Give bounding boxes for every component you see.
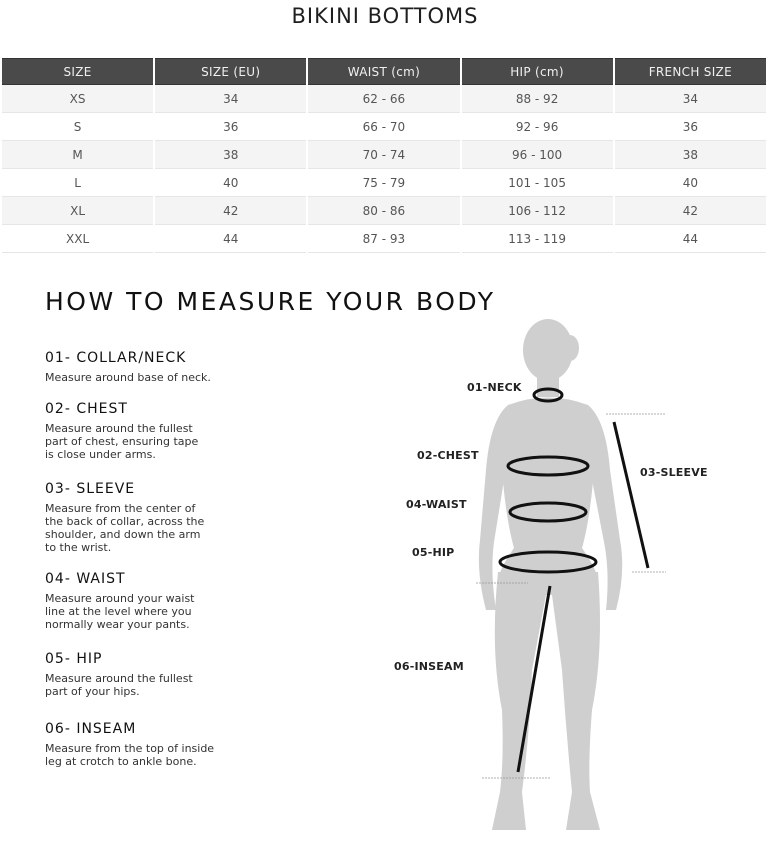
instruction-neck — [45, 350, 265, 384]
cell-size: XL — [2, 197, 153, 225]
table-row — [2, 225, 766, 253]
cell-size-eu: 34 — [155, 85, 306, 113]
header-french-size: FRENCH SIZE — [615, 58, 766, 85]
cell-size: S — [2, 113, 153, 141]
instruction-title: 02- CHEST — [45, 401, 128, 417]
instruction-desc: Measure around your waist line at the level where you normally wear your pants. — [45, 592, 195, 631]
header-size: SIZE — [2, 58, 153, 85]
cell-size-eu: 42 — [155, 197, 306, 225]
instruction-title: 05- HIP — [45, 651, 103, 667]
cell-size-eu: 38 — [155, 141, 306, 169]
table-row — [2, 85, 766, 113]
cell-size: M — [2, 141, 153, 169]
table-row — [2, 169, 766, 197]
instruction-title: 01- COLLAR/NECK — [45, 350, 187, 366]
cell-size-eu: 36 — [155, 113, 306, 141]
page-title: BIKINI BOTTOMS — [291, 4, 479, 28]
label-neck: 01-NECK — [467, 381, 522, 394]
label-waist: 04-WAIST — [406, 498, 467, 511]
cell-french-size: 40 — [615, 169, 766, 197]
table-row — [2, 113, 766, 141]
header-waist: WAIST (cm) — [308, 58, 459, 85]
cell-hip: 88 - 92 — [462, 85, 613, 113]
label-inseam: 06-INSEAM — [394, 660, 464, 673]
instruction-hip — [45, 651, 265, 698]
body-silhouette-icon — [380, 310, 710, 840]
cell-size-eu: 40 — [155, 169, 306, 197]
cell-waist: 66 - 70 — [308, 113, 459, 141]
size-table — [0, 58, 768, 253]
cell-french-size: 36 — [615, 113, 766, 141]
instruction-chest — [45, 401, 265, 461]
measure-heading: HOW TO MEASURE YOUR BODY — [45, 287, 496, 316]
cell-french-size: 34 — [615, 85, 766, 113]
cell-hip: 96 - 100 — [462, 141, 613, 169]
instruction-desc: Measure around the fullest part of chest, ensuring tape is close under arms. — [45, 422, 199, 461]
cell-size: L — [2, 169, 153, 197]
instruction-desc: Measure around the fullest part of your hips. — [45, 672, 193, 698]
instruction-title: 04- WAIST — [45, 571, 126, 587]
cell-hip: 101 - 105 — [462, 169, 613, 197]
label-chest: 02-CHEST — [417, 449, 479, 462]
cell-waist: 75 - 79 — [308, 169, 459, 197]
instruction-desc: Measure around base of neck. — [45, 371, 211, 384]
header-hip: HIP (cm) — [462, 58, 613, 85]
cell-french-size: 38 — [615, 141, 766, 169]
cell-hip: 106 - 112 — [462, 197, 613, 225]
label-sleeve: 03-SLEEVE — [640, 466, 708, 479]
table-row — [2, 197, 766, 225]
cell-waist: 70 - 74 — [308, 141, 459, 169]
cell-french-size: 42 — [615, 197, 766, 225]
body-diagram — [380, 310, 710, 840]
cell-size: XXL — [2, 225, 153, 253]
instruction-title: 06- INSEAM — [45, 721, 137, 737]
instruction-inseam — [45, 721, 265, 768]
cell-size: XS — [2, 85, 153, 113]
cell-waist: 62 - 66 — [308, 85, 459, 113]
instruction-desc: Measure from the center of the back of collar, across the shoulder, and down the arm to the wrist. — [45, 502, 205, 554]
cell-size-eu: 44 — [155, 225, 306, 253]
cell-hip: 92 - 96 — [462, 113, 613, 141]
instruction-title: 03- SLEEVE — [45, 481, 136, 497]
cell-waist: 80 - 86 — [308, 197, 459, 225]
header-size-eu: SIZE (EU) — [155, 58, 306, 85]
label-hip: 05-HIP — [412, 546, 455, 559]
instruction-sleeve — [45, 481, 265, 554]
instruction-waist — [45, 571, 265, 631]
cell-waist: 87 - 93 — [308, 225, 459, 253]
instruction-desc: Measure from the top of inside leg at crotch to ankle bone. — [45, 742, 215, 768]
table-header-row — [2, 58, 766, 85]
cell-hip: 113 - 119 — [462, 225, 613, 253]
table-row — [2, 141, 766, 169]
cell-french-size: 44 — [615, 225, 766, 253]
